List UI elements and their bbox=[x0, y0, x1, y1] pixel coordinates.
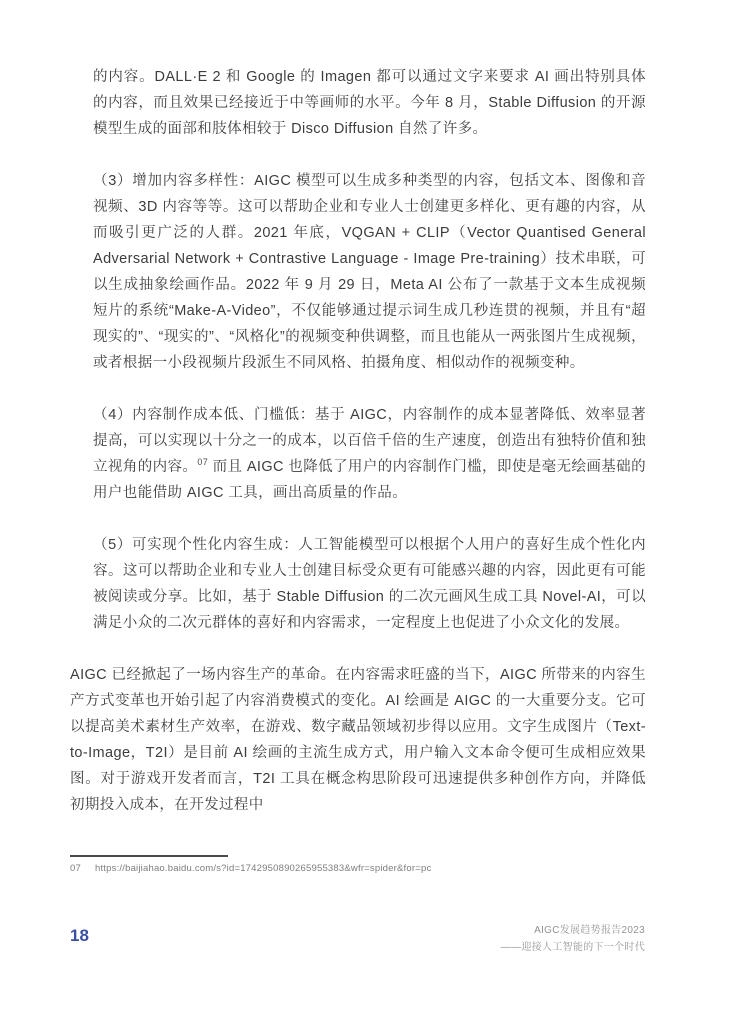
paragraph-point-4 bbox=[70, 402, 646, 506]
page-body bbox=[70, 64, 646, 844]
paragraph-point-3 bbox=[70, 168, 646, 376]
paragraph-text: AIGC 已经掀起了一场内容生产的革命。在内容需求旺盛的当下，AIGC 所带来的内容生产方式变革也开始引起了内容消费模式的变化。AI 绘画是 AIGC 的一大重要分支。它可以提高美术素材生产效率，在游戏、数字藏品领域初步得以应用。文字生成图片（Text-to-Image，T2I）是目前 AI 绘画的主流生成方式，用户输入文本命令便可生成相应效果图。对于游戏开发者而言，T2I 工具在概念构思阶段可迅速提供多种创作方向，并降低初期投入成本，在开发过程中 bbox=[70, 667, 646, 813]
footer-report-title: AIGC发展趋势报告2023 bbox=[534, 925, 645, 936]
paragraph-text: 的内容。DALL·E 2 和 Google 的 Imagen 都可以通过文字来要求 AI 画出特别具体的内容，而且效果已经接近于中等画师的水平。今年 8 月，Stable Diffusion 的开源模型生成的面部和肢体相较于 Disco Diffusion 自然了许多。 bbox=[93, 69, 646, 137]
paragraph-summary bbox=[70, 662, 646, 818]
paragraph-text: （3）增加内容多样性：AIGC 模型可以生成多种类型的内容，包括文本、图像和音视频、3D 内容等等。这可以帮助企业和专业人士创建更多样化、更有趣的内容，从而吸引更广泛的人群。2021 年底，VQGAN + CLIP（Vector Quantised General Adversarial Network + Contrastive Language - Image Pre-training）技术串联，可以生成抽象绘画作品。2022 年 9 月 29 日，Meta AI 公布了一款基于文本生成视频短片的系统“Make-A-Video”，不仅能够通过提示词生成几秒连贯的视频，并且有“超现实的”、“现实的”、“风格化”的视频变种供调整，而且也能从一两张图片生成视频，或者根据一小段视频片段派生不同风格、拍摄角度、相似动作的视频变种。 bbox=[93, 173, 646, 371]
footnote-number: 07 bbox=[70, 863, 81, 874]
paragraph-text: 而且 AIGC 也降低了用户的内容制作门槛，即使是毫无绘画基础的用户也能借助 AIGC 工具，画出高质量的作品。 bbox=[93, 459, 646, 501]
paragraph-continuation bbox=[70, 64, 646, 142]
paragraph-text: （4）内容制作成本低、门槛低：基于 AIGC，内容制作的成本显著降低、效率显著提高，可以实现以十分之一的成本，以百倍千倍的生产速度，创造出有独特价值和独立视角的内容。 bbox=[93, 407, 646, 475]
footnote-entry bbox=[70, 863, 646, 874]
footnote-url-link[interactable]: https://baijiahao.baidu.com/s?id=1742950890265955383&wfr=spider&for=pc bbox=[94, 863, 432, 874]
footer-report-subtitle: ——迎接人工智能的下一个时代 bbox=[500, 942, 645, 953]
footnote-reference: 07 bbox=[197, 457, 209, 468]
footnote-separator bbox=[70, 855, 228, 857]
paragraph-text: （5）可实现个性化内容生成：人工智能模型可以根据个人用户的喜好生成个性化内容。这可以帮助企业和专业人士创建目标受众更有可能感兴趣的内容，因此更有可能被阅读或分享。比如，基于 Stable Diffusion 的二次元画风生成工具 Novel-AI，可以满足小众的二次元群体的喜好和内容需求，一定程度上也促进了小众文化的发展。 bbox=[93, 537, 646, 631]
paragraph-point-5 bbox=[70, 532, 646, 636]
page-number: 18 bbox=[70, 926, 89, 945]
footnote-area bbox=[70, 855, 646, 874]
footer-report-info bbox=[501, 922, 645, 956]
